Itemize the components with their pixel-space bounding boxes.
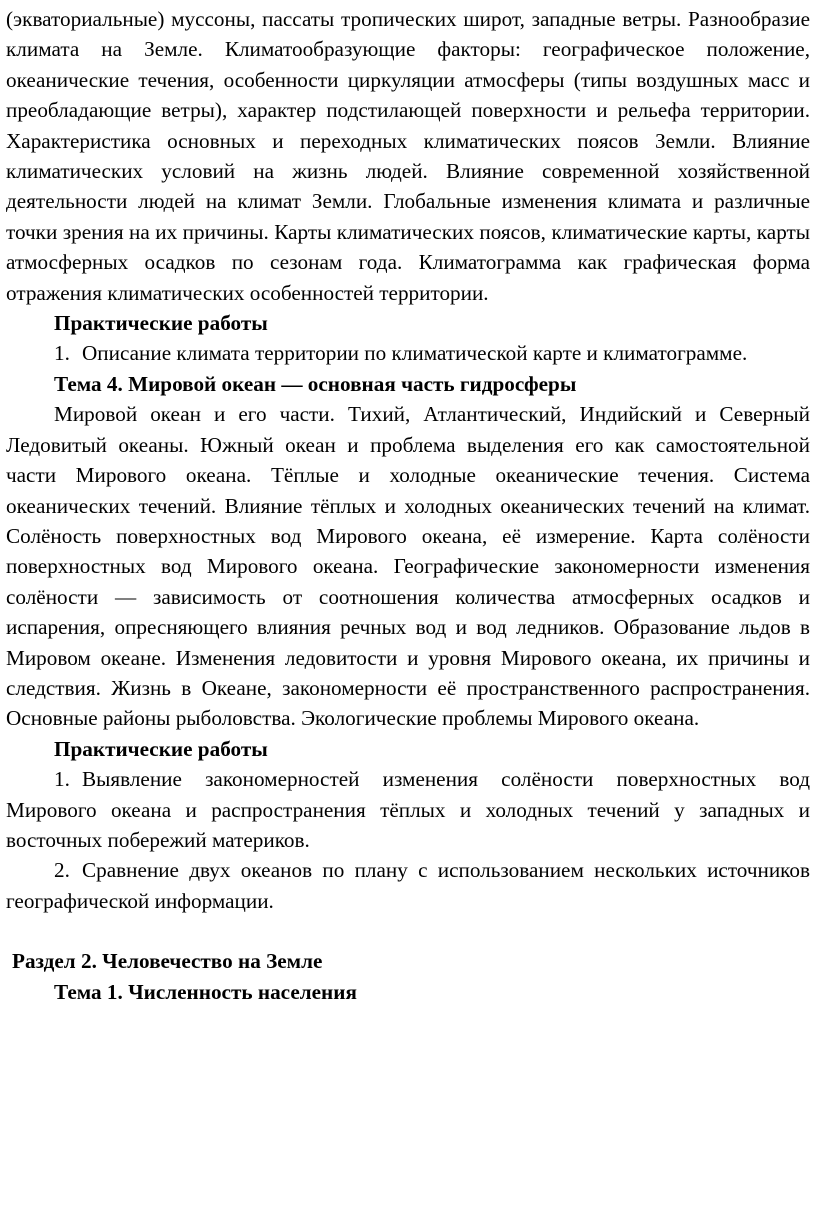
list-text: Выявление закономерностей изменения солёности поверхностных вод Мирового океана и распространения тёплых и холодных течений у западных и восточных побережий материков.	[6, 767, 810, 852]
practical-item-1-1	[6, 338, 810, 368]
list-text: Описание климата территории по климатической карте и климатограмме.	[82, 341, 748, 366]
list-text: Сравнение двух океанов по плану с использованием нескольких источников географической информации.	[6, 858, 810, 913]
topic-1-heading: Тема 1. Численность населения	[54, 979, 357, 1004]
practical-item-2-1	[6, 764, 810, 855]
practical-works-heading-1: Практические работы	[54, 311, 268, 336]
list-number: 1.	[54, 341, 70, 366]
list-number: 2.	[54, 858, 70, 883]
section-gap	[6, 916, 810, 946]
topic-4-heading: Тема 4. Мировой океан — основная часть гидросферы	[54, 371, 577, 396]
practical-works-heading-2: Практические работы	[54, 736, 268, 761]
climate-paragraph: (экваториальные) муссоны, пассаты тропических широт, западные ветры. Разнообразие климата на Земле. Климатообразующие факторы: географическое положение, океанические течения, особенности циркуляции атмосферы (типы воздушных масс и преобладающие ветры), характер подстилающей поверхности и рельефа территории. Характеристика основных и переходных климатических поясов Земли. Влияние климатических условий на жизнь людей. Влияние современной хозяйственной деятельности людей на климат Земли. Глобальные изменения климата и различные точки зрения на их причины. Карты климатических поясов, климатические карты, карты атмосферных осадков по сезонам года. Климатограмма как графическая форма отражения климатических особенностей территории.	[6, 7, 810, 305]
section-2-heading: Раздел 2. Человечество на Земле	[12, 949, 323, 974]
ocean-paragraph: Мировой океан и его части. Тихий, Атлантический, Индийский и Северный Ледовитый океаны. Южный океан и проблема выделения его как самостоятельной части Мирового океана. Тёплые и холодные океанические течения. Система океанических течений. Влияние тёплых и холодных океанических течений на климат. Солёность поверхностных вод Мирового океана, её измерение. Карта солёности поверхностных вод Мирового океана. Географические закономерности изменения солёности — зависимость от соотношения количества атмосферных осадков и испарения, опресняющего влияния речных вод и вод ледников. Образование льдов в Мировом океане. Изменения ледовитости и уровня Мирового океана, их причины и следствия. Жизнь в Океане, закономерности её пространственного распространения. Основные районы рыболовства. Экологические проблемы Мирового океана.	[6, 402, 810, 731]
practical-item-2-2	[6, 855, 810, 916]
list-number: 1.	[54, 767, 70, 792]
